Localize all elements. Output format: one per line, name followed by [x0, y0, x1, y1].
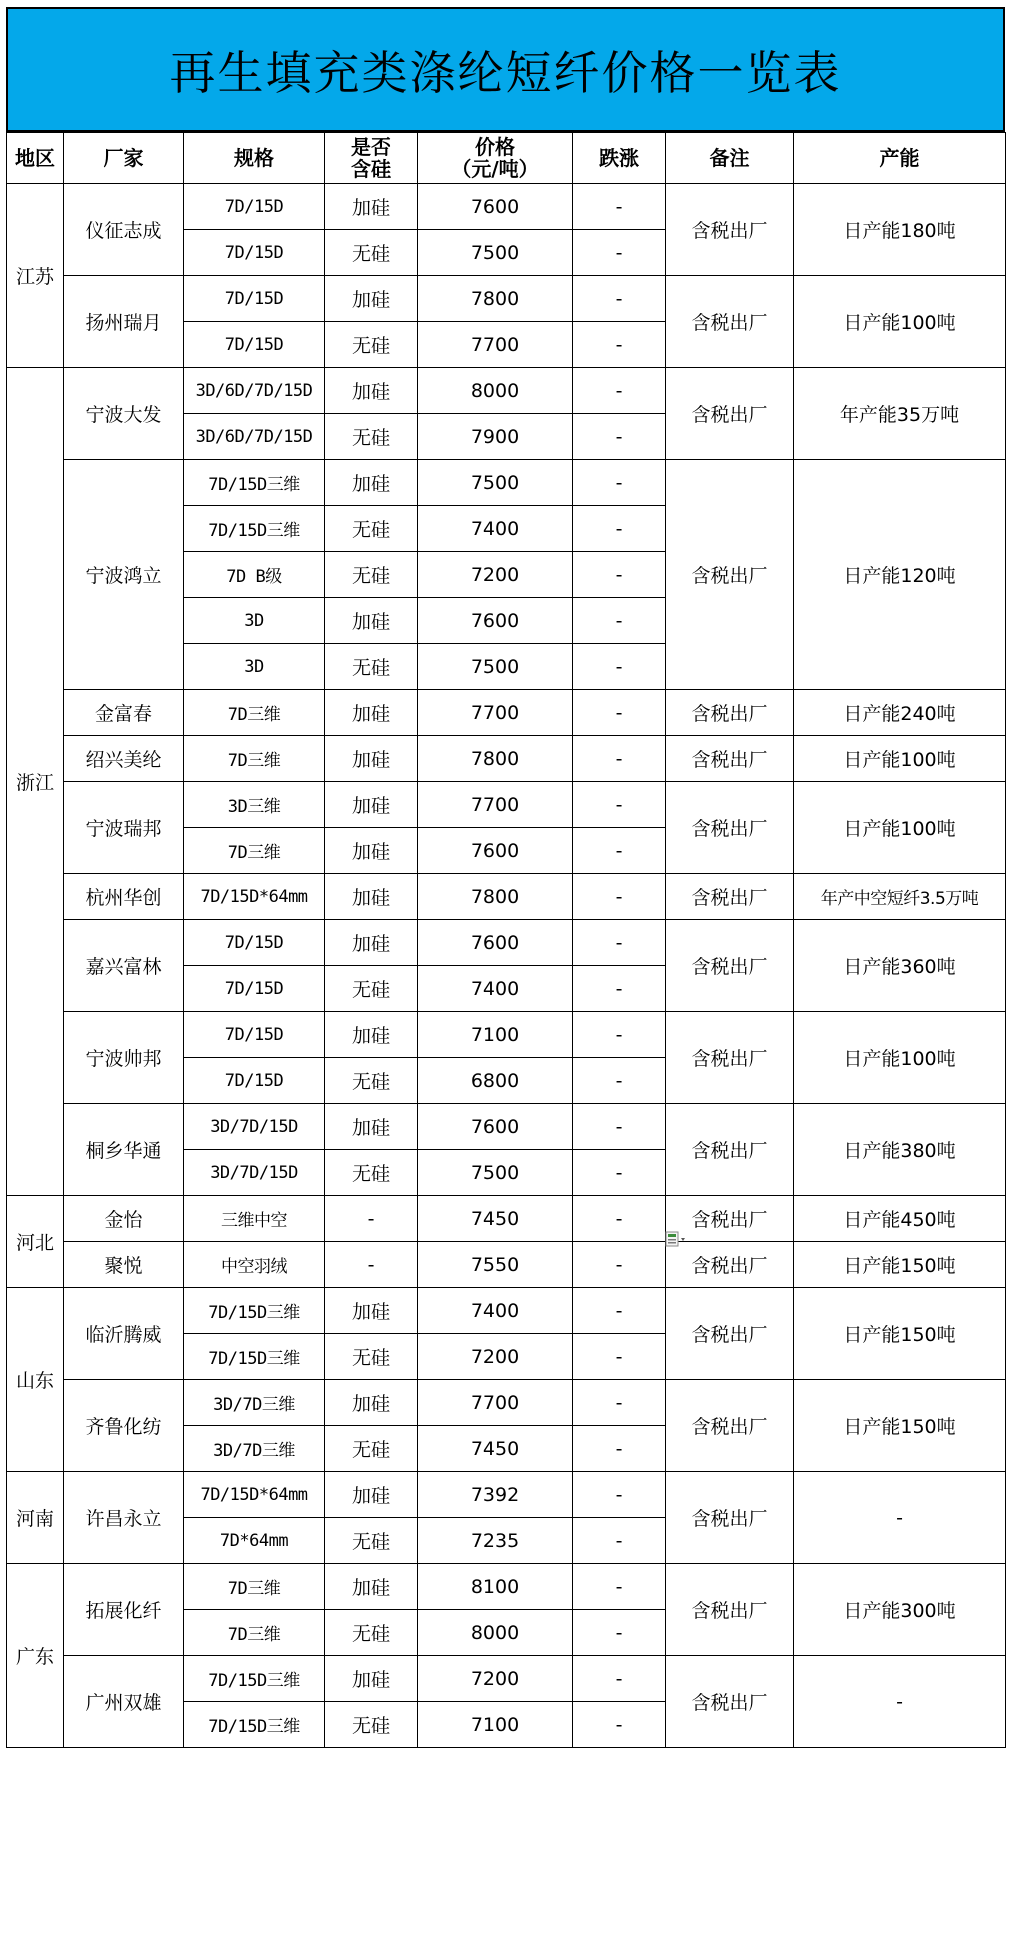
price-cell[interactable]: 7400 — [418, 506, 573, 552]
change-cell[interactable]: - — [573, 736, 666, 782]
header-silicone[interactable]: 是否 含硅 — [325, 133, 418, 184]
spec-cell[interactable]: 7D/15D三维 — [184, 1288, 325, 1334]
spec-cell[interactable]: 3D — [184, 598, 325, 644]
table-row — [7, 736, 1006, 782]
region-cell[interactable]: 江苏 — [7, 184, 64, 368]
capacity-cell[interactable]: 年产中空短纤3.5万吨 — [794, 874, 1006, 920]
change-cell[interactable]: - — [573, 552, 666, 598]
table-row — [7, 920, 1006, 966]
silicone-cell[interactable]: 加硅 — [325, 1288, 418, 1334]
capacity-cell[interactable]: 日产能150吨 — [794, 1380, 1006, 1472]
spec-cell[interactable]: 7D三维 — [184, 1564, 325, 1610]
region-cell[interactable]: 河南 — [7, 1472, 64, 1564]
table-row — [7, 1242, 1006, 1288]
spec-cell[interactable]: 3D/7D/15D — [184, 1104, 325, 1150]
note-cell[interactable]: 含税出厂 — [666, 368, 794, 460]
region-cell[interactable]: 浙江 — [7, 368, 64, 1196]
change-cell[interactable]: - — [573, 1702, 666, 1748]
price-cell[interactable]: 7200 — [418, 552, 573, 598]
silicone-cell[interactable]: 无硅 — [325, 506, 418, 552]
change-cell[interactable]: - — [573, 1610, 666, 1656]
price-cell[interactable]: 7500 — [418, 460, 573, 506]
table-row — [7, 1564, 1006, 1610]
spec-cell[interactable]: 7D/15D — [184, 322, 325, 368]
price-cell[interactable]: 7700 — [418, 1380, 573, 1426]
change-cell[interactable]: - — [573, 1518, 666, 1564]
note-cell[interactable]: 含税出厂 — [666, 276, 794, 368]
price-cell[interactable]: 7450 — [418, 1196, 573, 1242]
region-cell[interactable]: 河北 — [7, 1196, 64, 1288]
silicone-cell[interactable]: 无硅 — [325, 322, 418, 368]
note-cell[interactable]: 含税出厂 — [666, 1472, 794, 1564]
table-row — [7, 184, 1006, 230]
price-cell[interactable]: 7700 — [418, 322, 573, 368]
price-cell[interactable]: 7235 — [418, 1518, 573, 1564]
region-cell[interactable]: 广东 — [7, 1564, 64, 1748]
change-cell[interactable]: - — [573, 1104, 666, 1150]
table-row — [7, 1380, 1006, 1426]
maker-cell[interactable]: 金怡 — [64, 1196, 184, 1242]
header-capacity[interactable]: 产能 — [794, 133, 1006, 184]
spec-cell[interactable]: 三维中空 — [184, 1196, 325, 1242]
maker-cell[interactable]: 宁波大发 — [64, 368, 184, 460]
change-cell[interactable]: - — [573, 1196, 666, 1242]
change-cell[interactable]: - — [573, 828, 666, 874]
table-row — [7, 690, 1006, 736]
silicone-cell[interactable]: - — [325, 1196, 418, 1242]
change-cell[interactable]: - — [573, 184, 666, 230]
price-cell[interactable]: 7800 — [418, 276, 573, 322]
spec-cell[interactable]: 7D B级 — [184, 552, 325, 598]
silicone-cell[interactable]: 加硅 — [325, 690, 418, 736]
price-cell[interactable]: 7500 — [418, 644, 573, 690]
silicone-cell[interactable]: 无硅 — [325, 414, 418, 460]
price-cell[interactable]: 8000 — [418, 1610, 573, 1656]
capacity-cell[interactable]: 日产能100吨 — [794, 1012, 1006, 1104]
change-cell[interactable]: - — [573, 460, 666, 506]
maker-cell[interactable]: 桐乡华通 — [64, 1104, 184, 1196]
table-row — [7, 1288, 1006, 1334]
change-cell[interactable]: - — [573, 598, 666, 644]
note-cell[interactable]: 含税出厂 — [666, 1564, 794, 1656]
note-cell[interactable]: 含税出厂 — [666, 184, 794, 276]
silicone-cell[interactable]: 无硅 — [325, 230, 418, 276]
spec-cell[interactable]: 7D/15D — [184, 230, 325, 276]
table-row — [7, 368, 1006, 414]
table-row — [7, 1104, 1006, 1150]
price-cell[interactable]: 7200 — [418, 1656, 573, 1702]
maker-cell[interactable]: 宁波帅邦 — [64, 1012, 184, 1104]
table-row — [7, 782, 1006, 828]
silicone-cell[interactable]: 无硅 — [325, 552, 418, 598]
price-cell[interactable]: 7700 — [418, 690, 573, 736]
silicone-cell[interactable]: 加硅 — [325, 598, 418, 644]
table-body — [7, 184, 1006, 1748]
price-cell[interactable]: 8100 — [418, 1564, 573, 1610]
silicone-cell[interactable]: 无硅 — [325, 1058, 418, 1104]
silicone-cell[interactable]: 加硅 — [325, 1104, 418, 1150]
maker-cell[interactable]: 扬州瑞月 — [64, 276, 184, 368]
silicone-cell[interactable]: 加硅 — [325, 828, 418, 874]
change-cell[interactable]: - — [573, 506, 666, 552]
price-cell[interactable]: 8000 — [418, 368, 573, 414]
spec-cell[interactable]: 3D/6D/7D/15D — [184, 414, 325, 460]
price-cell[interactable]: 7800 — [418, 874, 573, 920]
note-cell[interactable]: 含税出厂 — [666, 1104, 794, 1196]
note-cell[interactable]: 含税出厂 — [666, 460, 794, 690]
spec-cell[interactable]: 7D三维 — [184, 690, 325, 736]
table-row — [7, 874, 1006, 920]
capacity-cell[interactable]: - — [794, 1656, 1006, 1748]
sheet-title: 再生填充类涤纶短纤价格一览表 — [6, 7, 1005, 132]
spec-cell[interactable]: 7D/15D三维 — [184, 506, 325, 552]
spec-cell[interactable]: 7D/15D — [184, 1012, 325, 1058]
spec-cell[interactable]: 7D三维 — [184, 1610, 325, 1656]
price-cell[interactable]: 7400 — [418, 1288, 573, 1334]
change-cell[interactable]: - — [573, 230, 666, 276]
header-change[interactable]: 跌涨 — [573, 133, 666, 184]
silicone-cell[interactable]: 无硅 — [325, 1150, 418, 1196]
silicone-cell[interactable]: 加硅 — [325, 276, 418, 322]
silicone-cell[interactable]: 加硅 — [325, 1472, 418, 1518]
spec-cell[interactable]: 7D/15D三维 — [184, 460, 325, 506]
maker-cell[interactable]: 聚悦 — [64, 1242, 184, 1288]
header-price[interactable]: 价格 （元/吨） — [418, 133, 573, 184]
table-row — [7, 460, 1006, 506]
change-cell[interactable]: - — [573, 920, 666, 966]
capacity-cell[interactable]: 日产能450吨 — [794, 1196, 1006, 1242]
capacity-cell[interactable]: 日产能120吨 — [794, 460, 1006, 690]
price-cell[interactable]: 7392 — [418, 1472, 573, 1518]
maker-cell[interactable]: 宁波瑞邦 — [64, 782, 184, 874]
change-cell[interactable]: - — [573, 966, 666, 1012]
table-row — [7, 1012, 1006, 1058]
silicone-cell[interactable]: 加硅 — [325, 368, 418, 414]
change-cell[interactable]: - — [573, 322, 666, 368]
maker-cell[interactable]: 杭州华创 — [64, 874, 184, 920]
spec-cell[interactable]: 7D*64mm — [184, 1518, 325, 1564]
price-cell[interactable]: 7600 — [418, 1104, 573, 1150]
table-row — [7, 1656, 1006, 1702]
change-cell[interactable]: - — [573, 1472, 666, 1518]
maker-cell[interactable]: 宁波鸿立 — [64, 460, 184, 690]
note-cell[interactable]: 含税出厂 — [666, 782, 794, 874]
note-cell[interactable]: 含税出厂 — [666, 1656, 794, 1748]
price-cell[interactable]: 7600 — [418, 828, 573, 874]
spec-cell[interactable]: 3D — [184, 644, 325, 690]
table-row — [7, 276, 1006, 322]
price-cell[interactable]: 7550 — [418, 1242, 573, 1288]
change-cell[interactable]: - — [573, 1012, 666, 1058]
maker-cell[interactable]: 绍兴美纶 — [64, 736, 184, 782]
price-cell[interactable]: 7100 — [418, 1702, 573, 1748]
maker-cell[interactable]: 齐鲁化纺 — [64, 1380, 184, 1472]
capacity-cell[interactable]: 日产能100吨 — [794, 276, 1006, 368]
note-cell[interactable]: 含税出厂 — [666, 1196, 794, 1242]
header-row — [7, 133, 1006, 184]
capacity-cell[interactable]: - — [794, 1472, 1006, 1564]
price-cell[interactable]: 7600 — [418, 598, 573, 644]
silicone-cell[interactable]: 无硅 — [325, 1518, 418, 1564]
change-cell[interactable]: - — [573, 1564, 666, 1610]
maker-cell[interactable]: 临沂腾威 — [64, 1288, 184, 1380]
region-cell[interactable]: 山东 — [7, 1288, 64, 1472]
note-cell[interactable]: 含税出厂 — [666, 1242, 794, 1288]
spec-cell[interactable]: 7D/15D三维 — [184, 1702, 325, 1748]
spec-cell[interactable]: 7D/15D*64mm — [184, 874, 325, 920]
change-cell[interactable]: - — [573, 782, 666, 828]
silicone-cell[interactable]: 加硅 — [325, 736, 418, 782]
silicone-cell[interactable]: 加硅 — [325, 1012, 418, 1058]
change-cell[interactable]: - — [573, 1242, 666, 1288]
change-cell[interactable]: - — [573, 1288, 666, 1334]
silicone-cell[interactable]: 无硅 — [325, 1610, 418, 1656]
price-cell[interactable]: 7100 — [418, 1012, 573, 1058]
capacity-cell[interactable]: 日产能100吨 — [794, 736, 1006, 782]
silicone-cell[interactable]: - — [325, 1242, 418, 1288]
spec-cell[interactable]: 3D/6D/7D/15D — [184, 368, 325, 414]
spec-cell[interactable]: 7D/15D三维 — [184, 1334, 325, 1380]
change-cell[interactable]: - — [573, 1150, 666, 1196]
price-table — [6, 132, 1006, 1748]
spec-cell[interactable]: 3D/7D/15D — [184, 1150, 325, 1196]
note-cell[interactable]: 含税出厂 — [666, 736, 794, 782]
maker-cell[interactable]: 许昌永立 — [64, 1472, 184, 1564]
change-cell[interactable]: - — [573, 1334, 666, 1380]
spec-cell[interactable]: 3D/7D三维 — [184, 1426, 325, 1472]
spec-cell[interactable]: 7D三维 — [184, 736, 325, 782]
price-cell[interactable]: 7400 — [418, 966, 573, 1012]
silicone-cell[interactable]: 加硅 — [325, 184, 418, 230]
table-row — [7, 1472, 1006, 1518]
silicone-cell[interactable]: 加硅 — [325, 1564, 418, 1610]
silicone-cell[interactable]: 加硅 — [325, 874, 418, 920]
silicone-cell[interactable]: 加硅 — [325, 1380, 418, 1426]
header-spec[interactable]: 规格 — [184, 133, 325, 184]
price-cell[interactable]: 7200 — [418, 1334, 573, 1380]
price-cell[interactable]: 7800 — [418, 736, 573, 782]
capacity-cell[interactable]: 日产能360吨 — [794, 920, 1006, 1012]
capacity-cell[interactable]: 日产能180吨 — [794, 184, 1006, 276]
capacity-cell[interactable]: 日产能150吨 — [794, 1242, 1006, 1288]
spec-cell[interactable]: 7D三维 — [184, 828, 325, 874]
capacity-cell[interactable]: 日产能150吨 — [794, 1288, 1006, 1380]
silicone-cell[interactable]: 加硅 — [325, 460, 418, 506]
note-cell[interactable]: 含税出厂 — [666, 920, 794, 1012]
note-cell[interactable]: 含税出厂 — [666, 1380, 794, 1472]
change-cell[interactable]: - — [573, 276, 666, 322]
spec-cell[interactable]: 7D/15D — [184, 276, 325, 322]
note-cell[interactable]: 含税出厂 — [666, 1012, 794, 1104]
change-cell[interactable]: - — [573, 1426, 666, 1472]
capacity-cell[interactable]: 日产能380吨 — [794, 1104, 1006, 1196]
note-cell[interactable]: 含税出厂 — [666, 1288, 794, 1380]
silicone-cell[interactable]: 加硅 — [325, 782, 418, 828]
price-cell[interactable]: 7600 — [418, 920, 573, 966]
capacity-cell[interactable]: 年产能35万吨 — [794, 368, 1006, 460]
header-note[interactable]: 备注 — [666, 133, 794, 184]
maker-cell[interactable]: 广州双雄 — [64, 1656, 184, 1748]
spec-cell[interactable]: 中空羽绒 — [184, 1242, 325, 1288]
capacity-cell[interactable]: 日产能100吨 — [794, 782, 1006, 874]
price-cell[interactable]: 7450 — [418, 1426, 573, 1472]
silicone-cell[interactable]: 加硅 — [325, 920, 418, 966]
spec-cell[interactable]: 7D/15D — [184, 920, 325, 966]
capacity-cell[interactable]: 日产能300吨 — [794, 1564, 1006, 1656]
change-cell[interactable]: - — [573, 1380, 666, 1426]
price-cell[interactable]: 7700 — [418, 782, 573, 828]
price-cell[interactable]: 7500 — [418, 1150, 573, 1196]
change-cell[interactable]: - — [573, 874, 666, 920]
price-cell[interactable]: 7900 — [418, 414, 573, 460]
change-cell[interactable]: - — [573, 644, 666, 690]
silicone-cell[interactable]: 加硅 — [325, 1656, 418, 1702]
price-cell[interactable]: 7500 — [418, 230, 573, 276]
spec-cell[interactable]: 7D/15D — [184, 966, 325, 1012]
silicone-cell[interactable]: 无硅 — [325, 644, 418, 690]
spec-cell[interactable]: 7D/15D*64mm — [184, 1472, 325, 1518]
header-maker[interactable]: 厂家 — [64, 133, 184, 184]
price-cell[interactable]: 6800 — [418, 1058, 573, 1104]
silicone-cell[interactable]: 无硅 — [325, 966, 418, 1012]
note-cell[interactable]: 含税出厂 — [666, 874, 794, 920]
silicone-cell[interactable]: 无硅 — [325, 1426, 418, 1472]
spec-cell[interactable]: 7D/15D — [184, 1058, 325, 1104]
spec-cell[interactable]: 7D/15D — [184, 184, 325, 230]
change-cell[interactable]: - — [573, 690, 666, 736]
maker-cell[interactable]: 金富春 — [64, 690, 184, 736]
paste-options-icon[interactable] — [665, 1231, 687, 1247]
silicone-cell[interactable]: 无硅 — [325, 1334, 418, 1380]
change-cell[interactable]: - — [573, 368, 666, 414]
change-cell[interactable]: - — [573, 1058, 666, 1104]
spec-cell[interactable]: 7D/15D三维 — [184, 1656, 325, 1702]
spec-cell[interactable]: 3D/7D三维 — [184, 1380, 325, 1426]
maker-cell[interactable]: 嘉兴富林 — [64, 920, 184, 1012]
capacity-cell[interactable]: 日产能240吨 — [794, 690, 1006, 736]
header-region[interactable]: 地区 — [7, 133, 64, 184]
silicone-cell[interactable]: 无硅 — [325, 1702, 418, 1748]
change-cell[interactable]: - — [573, 414, 666, 460]
maker-cell[interactable]: 仪征志成 — [64, 184, 184, 276]
note-cell[interactable]: 含税出厂 — [666, 690, 794, 736]
maker-cell[interactable]: 拓展化纤 — [64, 1564, 184, 1656]
spec-cell[interactable]: 3D三维 — [184, 782, 325, 828]
table-row — [7, 1196, 1006, 1242]
change-cell[interactable]: - — [573, 1656, 666, 1702]
price-cell[interactable]: 7600 — [418, 184, 573, 230]
